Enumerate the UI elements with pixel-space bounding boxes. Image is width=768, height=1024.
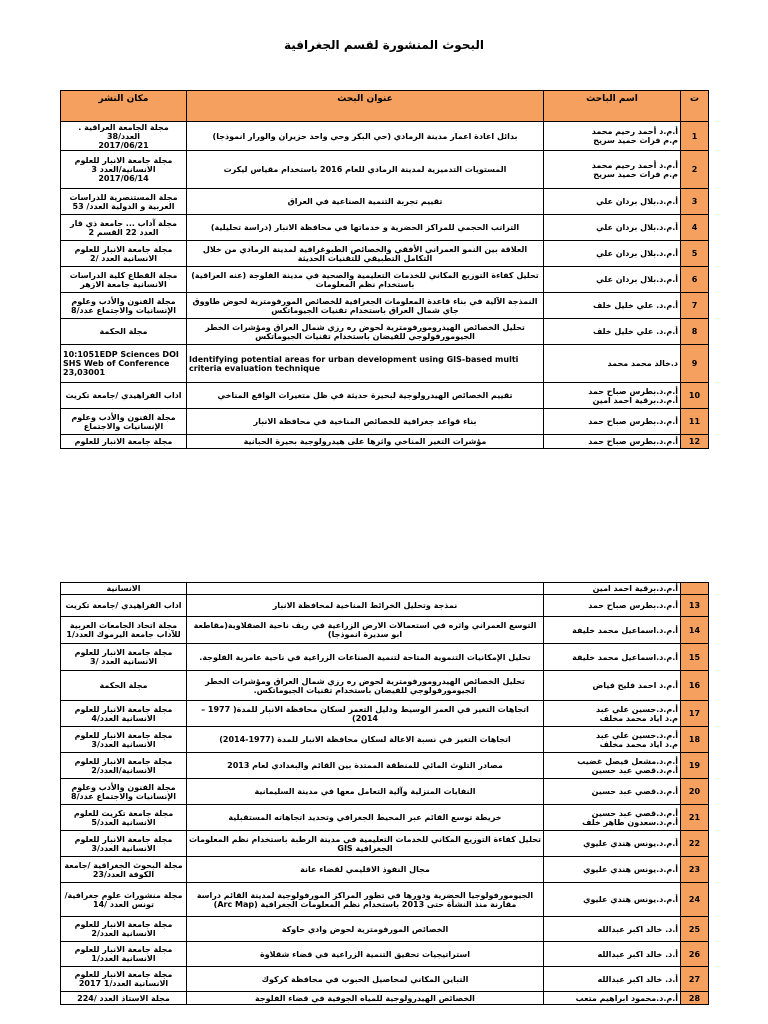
table-row xyxy=(61,883,709,917)
table-row xyxy=(61,727,709,753)
table-row xyxy=(61,319,709,345)
row-number: 17 xyxy=(681,701,709,727)
table-row xyxy=(61,189,709,215)
row-number: 14 xyxy=(681,617,709,644)
table-row xyxy=(61,644,709,671)
row-venue: مجلة الجامعة العراقية . العدد/38 2017/06/21 xyxy=(61,122,187,151)
table-row xyxy=(61,583,709,595)
row-venue: مجلة جامعة الانبار للعلوم الانسانية/العدد 3 2017/06/14 xyxy=(61,151,187,189)
row-number: 12 xyxy=(681,435,709,449)
row-researcher: أ.د. خالد اكبر عبدالله xyxy=(544,917,681,942)
row-venue: مجلة منشورات علوم جغرافية/تونس العدد /14 xyxy=(61,883,187,917)
row-number: 27 xyxy=(681,967,709,992)
row-venue: مجلة جامعة الانبار للعلوم الانسانية/العدد/2 xyxy=(61,753,187,779)
row-title: التباين المكاني لمحاصيل الحبوب في محافظة كركوك xyxy=(187,967,544,992)
row-venue: مجلة جامعة الانبار للعلوم الانسانية العدد/3 xyxy=(61,831,187,857)
row-researcher: أ.م.د.حسين علي عبد م.د اياد محمد مخلف xyxy=(544,727,681,753)
table-row xyxy=(61,122,709,151)
row-venue: مجلة اتحاد الجامعات العربية للآداب جامعة اليرموك العدد/1 xyxy=(61,617,187,644)
row-venue: اداب الفراهيدي /جامعة تكريت xyxy=(61,595,187,617)
row-number: 28 xyxy=(681,992,709,1005)
row-researcher: أ.م.د.قصي عبد حسين xyxy=(544,779,681,805)
table-row xyxy=(61,241,709,267)
row-venue: مجلة الاستاذ العدد /224 xyxy=(61,992,187,1005)
row-number: 3 xyxy=(681,189,709,215)
row-number: 23 xyxy=(681,857,709,883)
row-researcher: أ.م.د.اسماعيل محمد خليفة xyxy=(544,644,681,671)
table-row xyxy=(61,409,709,435)
row-number: 4 xyxy=(681,215,709,241)
table-row xyxy=(61,293,709,319)
row-number: 11 xyxy=(681,409,709,435)
row-title: اتجاهات التغير في العمر الوسيط ودليل التعمر لسكان محافظة الانبار للمدة( 1977 – 2014) xyxy=(187,701,544,727)
publications-table-1 xyxy=(60,90,709,449)
row-title: بناء قواعد جغرافية للخصائص المناخية في محافظة الانبار xyxy=(187,409,544,435)
table-row xyxy=(61,151,709,189)
row-researcher: أ.م.د.يونس هندي عليوي xyxy=(544,857,681,883)
row-title: خريطة توسع القائم عبر المحيط الجغرافي وتحديد اتجاهاته المستقبلية xyxy=(187,805,544,831)
table-row xyxy=(61,967,709,992)
table-row xyxy=(61,779,709,805)
row-title: تحليل الإمكانيات التنموية المتاحة لتنمية الصناعات الزراعية في ناحية عامرية الفلوجة. xyxy=(187,644,544,671)
row-venue: مجلة جامعة تكريت للعلوم الانسانية العدد/5 xyxy=(61,805,187,831)
row-venue: مجلة الحكمة xyxy=(61,319,187,345)
row-venue: مجلة الحكمة xyxy=(61,671,187,701)
row-number: 15 xyxy=(681,644,709,671)
row-venue: مجلة جامعة الانبار للعلوم الانسانية العدد/2 xyxy=(61,917,187,942)
row-title: التوسع العمراني واثره في استعمالات الارض الزراعية في ريف ناحية الصقلاوية(مقاطعة ابو سديرة انموذجا) xyxy=(187,617,544,644)
row-title: Identifying potential areas for urban development using GIS-based multi criteria evaluation technique xyxy=(187,345,544,383)
row-researcher: أ.م.د.بطرس صباح حمد xyxy=(544,435,681,449)
row-number xyxy=(681,583,709,595)
row-researcher: أ.م.د أحمد رحيم محمد م.م فرات حميد سريح xyxy=(544,122,681,151)
row-title: الجيومورفولوجيا الحضرية ودورها في تطور المراكز المورفولوجية لمدينة القائم دراسة مقارنة منذ النشأة حتى 2013 باستخدام نظم المعلومات الجغرافية (Arc Map) xyxy=(187,883,544,917)
row-number: 16 xyxy=(681,671,709,701)
row-number: 8 xyxy=(681,319,709,345)
page-title: البحوث المنشورة لقسم الجغرافية xyxy=(284,38,484,52)
row-number: 22 xyxy=(681,831,709,857)
table-row xyxy=(61,992,709,1005)
row-researcher: أ.م.د.برقية احمد امين xyxy=(544,583,681,595)
row-number: 2 xyxy=(681,151,709,189)
table-row xyxy=(61,617,709,644)
row-title: التراتب الحجمي للمراكز الحضرية و خدماتها في محافظة الانبار (دراسة تحليلية) xyxy=(187,215,544,241)
row-researcher: أ.م.د.بطرس صباح حمد xyxy=(544,595,681,617)
row-title: استراتيجيات تحقيق التنمية الزراعية في قضاء شقلاوة xyxy=(187,942,544,967)
header-num: ت xyxy=(681,91,709,122)
row-title: تقييم الخصائص الهيدرولوجية لبحيرة حديثة في ظل متغيرات الواقع المناخي xyxy=(187,383,544,409)
row-title: تحليل الخصائص الهيدرومورفومترية لحوض ره رزي شمال العراق ومؤشرات الخطر الجيومورفولوجي للفيضان باستخدام تقنيات الجيوماتكس xyxy=(187,319,544,345)
row-venue: مجلة جامعة الانبار للعلوم الانسانية العدد/3 xyxy=(61,727,187,753)
row-venue: الانسانية xyxy=(61,583,187,595)
row-venue: مجلة جامعة الانبار للعلوم xyxy=(61,435,187,449)
table-row xyxy=(61,215,709,241)
row-researcher: أ.م.د.يونس هندي عليوي xyxy=(544,883,681,917)
row-researcher: أ.م.د.قصي عبد حسين أ.م.د.سعدون طاهر خلف xyxy=(544,805,681,831)
row-researcher: أ.م.د.يونس هندي عليوي xyxy=(544,831,681,857)
row-title: تحليل كفاءة التوزيع المكاني للخدمات التعليمية والصحية في مدينة الفلوجة (عنه العراقية) باستخدام نظم المعلومات xyxy=(187,267,544,293)
row-number: 10 xyxy=(681,383,709,409)
row-title: الخصائص الهيدرولوجية للمياه الجوفية في قضاء الفلوجة xyxy=(187,992,544,1005)
row-venue: اداب الفراهيدي /جامعة تكريت xyxy=(61,383,187,409)
header-title: عنوان البحث xyxy=(187,91,544,122)
table-header-row xyxy=(61,91,709,122)
row-number: 20 xyxy=(681,779,709,805)
row-title: تحليل كفاءة التوزيع المكاني للخدمات التعليمية في مدينة الرطبة باستخدام نظم المعلومات الجغرافية GIS xyxy=(187,831,544,857)
row-venue: مجلة جامعة الانبار للعلوم الانسانية العدد/1 xyxy=(61,942,187,967)
row-researcher: أ.د. خالد اكبر عبدالله xyxy=(544,967,681,992)
header-venue: مكان النشر xyxy=(61,91,187,122)
row-number: 5 xyxy=(681,241,709,267)
table-row xyxy=(61,383,709,409)
row-researcher: أ.م.د. علي خليل خلف xyxy=(544,319,681,345)
table-row xyxy=(61,595,709,617)
header-researcher: اسم الباحث xyxy=(544,91,681,122)
row-researcher: أ.م.د.حسين علي عبد م.د اياد محمد مخلف xyxy=(544,701,681,727)
row-venue: مجلة جامعة الانبار للعلوم الانسانية العدد /3 xyxy=(61,644,187,671)
row-title: بدائل اعادة اعمار مدينة الرمادي (حي البكر وحي واحد حزيران والورار انموذجا) xyxy=(187,122,544,151)
row-venue: مجلة جامعة الانبار للعلوم الانسانية العدد/1 2017 xyxy=(61,967,187,992)
row-title: النفايات المنزلية وآلية التعامل معها في مدينة السليمانية xyxy=(187,779,544,805)
row-researcher: أ.م.د.بلال بردان علي xyxy=(544,215,681,241)
row-number: 19 xyxy=(681,753,709,779)
row-venue: مجلة جامعة الانبار للعلوم الانسانية العدد /2 xyxy=(61,241,187,267)
row-researcher: د.خالد محمد محمد xyxy=(544,345,681,383)
row-researcher: أ.م.د احمد فليح فياض xyxy=(544,671,681,701)
row-venue: مجلة الفنون والأدب وعلوم الإنسانيات والاجتماع عدد/8 xyxy=(61,779,187,805)
row-researcher: أ.د. خالد اكبر عبدالله xyxy=(544,942,681,967)
row-number: 6 xyxy=(681,267,709,293)
row-title: الخصائص المورفومترية لحوض وادي حاوكة xyxy=(187,917,544,942)
row-researcher: أ.م.د.اسماعيل محمد خليفة xyxy=(544,617,681,644)
row-researcher: أ.م.د. علي خليل خلف xyxy=(544,293,681,319)
table-row xyxy=(61,942,709,967)
row-venue: مجلة القطاع كلية الدراسات الانسانية جامعة الازهر xyxy=(61,267,187,293)
row-number: 9 xyxy=(681,345,709,383)
table-row xyxy=(61,857,709,883)
table-row xyxy=(61,345,709,383)
row-researcher: أ.م.د.بطرس صباح حمد أ.م.د.برقية احمد امين xyxy=(544,383,681,409)
row-title: مؤشرات التغير المناخي واثرها على هيدرولوجية بحيرة الحبانية xyxy=(187,435,544,449)
row-venue: مجلة الفنون والأدب وعلوم الإنسانيات والاجتماع xyxy=(61,409,187,435)
row-researcher: أ.م.د.محمود ابراهيم متعب xyxy=(544,992,681,1005)
row-venue: مجلة البحوث الجغرافية /جامعة الكوفة العدد/23 xyxy=(61,857,187,883)
table-row xyxy=(61,701,709,727)
row-title: نمذجة وتحليل الخرائط المناخية لمحافظة الانبار xyxy=(187,595,544,617)
row-title xyxy=(187,583,544,595)
row-researcher: أ.م.د.مشعل فيصل غضيب أ.م.د.قصي عبد حسين xyxy=(544,753,681,779)
table-row xyxy=(61,267,709,293)
row-title: تقييم تجربة التنمية الصناعية في العراق xyxy=(187,189,544,215)
row-number: 13 xyxy=(681,595,709,617)
row-venue: مجلة المستنصرية للدراسات العربية و الدولية العدد/ 53 xyxy=(61,189,187,215)
row-title: اتجاهات التغير في نسبة الاعالة لسكان محافظة الانبار للمدة (1977-2014) xyxy=(187,727,544,753)
row-number: 21 xyxy=(681,805,709,831)
row-number: 1 xyxy=(681,122,709,151)
row-venue: مجلة آداب ... جامعة ذي قار العدد 22 القسم 2 xyxy=(61,215,187,241)
row-researcher: أ.م.د.بلال بردان علي xyxy=(544,267,681,293)
row-researcher: أ.م.د.بلال بردان علي xyxy=(544,241,681,267)
table-row xyxy=(61,805,709,831)
row-researcher: أ.م.د.بلال بردان علي xyxy=(544,189,681,215)
table-row xyxy=(61,917,709,942)
row-title: مجال النفوذ الاقليمي لقضاء عانة xyxy=(187,857,544,883)
row-number: 7 xyxy=(681,293,709,319)
row-venue: مجلة الفنون والأدب وعلوم الإنسانيات والاجتماع عدد/8 xyxy=(61,293,187,319)
row-title: المستويات التدميرية لمدينة الرمادي للعام 2016 باستخدام مقياس ليكرت xyxy=(187,151,544,189)
row-title: تحليل الخصائص الهيدرومورفومترية لحوض ره رزي شمال العراق ومؤشرات الخطر الجيومورفولوجي للفيضان باستخدام تقنيات الجيوماتكس. xyxy=(187,671,544,701)
table-row xyxy=(61,435,709,449)
row-researcher: أ.م.د.بطرس صباح حمد xyxy=(544,409,681,435)
table-row xyxy=(61,671,709,701)
table-row xyxy=(61,831,709,857)
row-number: 24 xyxy=(681,883,709,917)
row-researcher: أ.م.د أحمد رحيم محمد م.م فرات حميد سريح xyxy=(544,151,681,189)
row-number: 18 xyxy=(681,727,709,753)
row-venue: مجلة جامعة الانبار للعلوم الانسانية العدد/4 xyxy=(61,701,187,727)
publications-table-2 xyxy=(60,582,709,1005)
table-row xyxy=(61,753,709,779)
row-title: العلاقة بين النمو العمراني الأفقي والخصائص الطبوغرافية لمدينة الرمادي من خلال التكامل التطبيقي للتقنيات الحديثة xyxy=(187,241,544,267)
row-title: مصادر التلوث المائي للمنطقة الممتدة بين القائم والبغدادي لعام 2013 xyxy=(187,753,544,779)
row-number: 26 xyxy=(681,942,709,967)
row-venue: 10:1051EDP Sciences DOI SHS Web of Conference 23,03001 xyxy=(61,345,187,383)
row-title: النمذجة الآلية في بناء قاعدة المعلومات الجغرافية للخصائص المورفومترية لحوض طاووق جاي شمال العراق باستخدام تقنيات الجيوماتكس xyxy=(187,293,544,319)
row-number: 25 xyxy=(681,917,709,942)
